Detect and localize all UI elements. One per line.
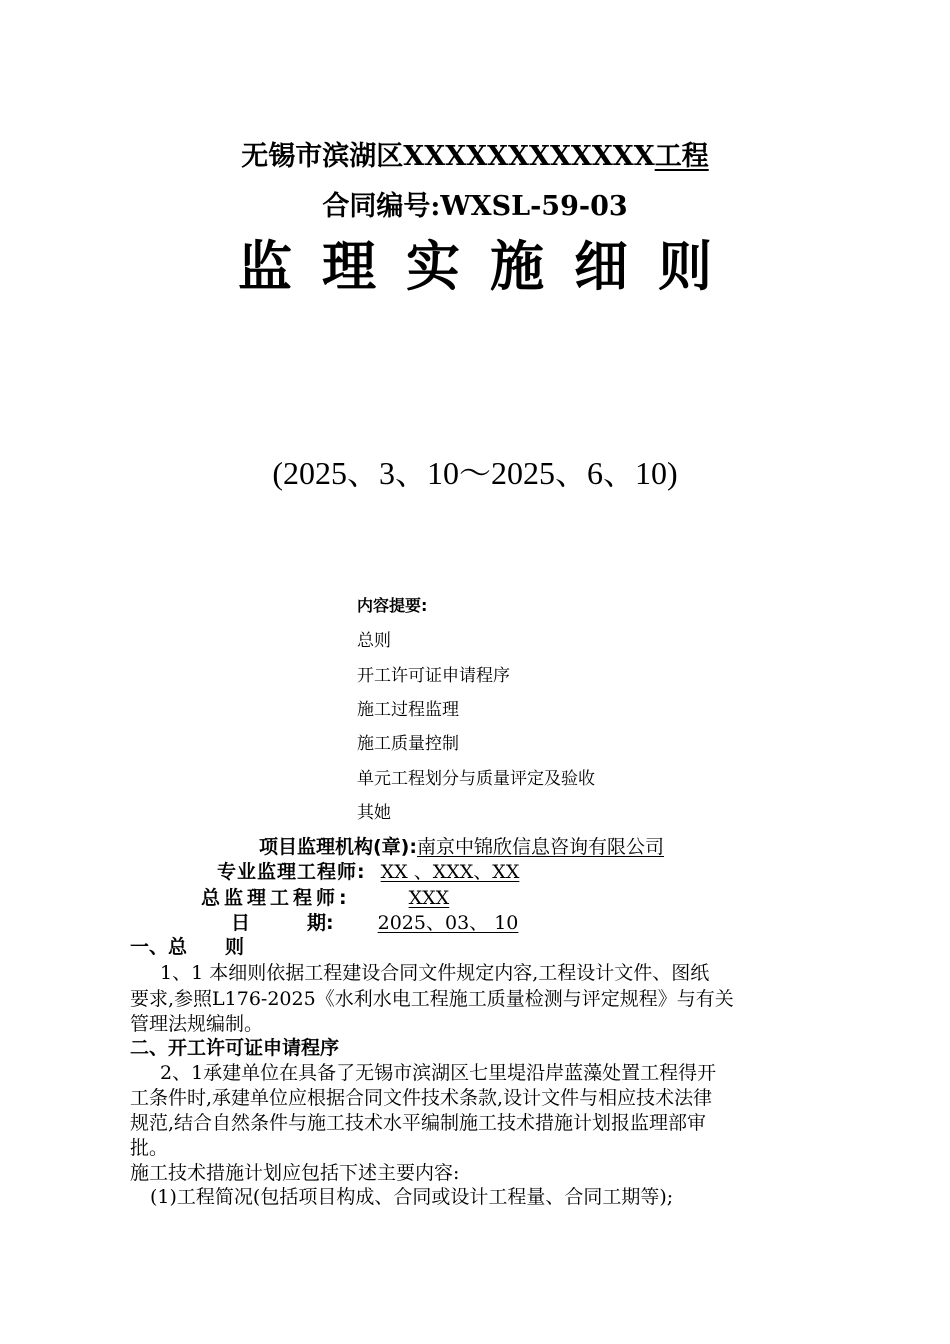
paragraph-line: 施工技术措施计划应包括下述主要内容: [130, 1162, 460, 1184]
chief-value: XXX [408, 887, 450, 909]
paragraph-line: 批。 [130, 1137, 169, 1159]
date-label: 日 期 [231, 912, 327, 934]
contents-item: 施工过程监理 [357, 700, 459, 720]
section-2-title: 二、开工许可证申请程序 [130, 1037, 340, 1059]
contents-item: 单元工程划分与质量评定及验收 [357, 769, 595, 789]
contents-item: 其她 [357, 803, 391, 823]
paragraph-line: 规范,结合自然条件与施工技术水平编制施工技术措施计划报监理部审 [130, 1112, 707, 1134]
paragraph-line: 1、1 本细则依据工程建设合同文件规定内容,工程设计文件、图纸 [160, 962, 710, 984]
date-value: 2025、03、 10 [377, 912, 519, 934]
paragraph-line: 要求,参照L176-2025《水利水电工程施工质量检测与评定规程》与有关 [130, 988, 734, 1010]
signature-engineer-row: 专业监理工程师: XX 、XXX、XX [217, 857, 551, 884]
title-suffix: 工程 [654, 141, 709, 172]
org-value: 南京中锦欣信息咨询有限公司 [416, 836, 664, 858]
paragraph-line: 工条件时,承建单位应根据合同文件技术条款,设计文件与相应技术法律 [130, 1087, 713, 1109]
section-1-title: 一、总 则 [130, 936, 245, 958]
contents-item: 施工质量控制 [357, 734, 459, 754]
document-title [0, 134, 950, 173]
paragraph-line: 2、1承建单位在具备了无锡市滨湖区七里堤沿岸蓝藻处置工程得开 [160, 1062, 717, 1084]
chief-label: 总监理工程师 [201, 887, 340, 909]
title-prefix: 无锡市滨湖区XXXXXXXXXXXX [241, 141, 655, 172]
signature-date-row: 日 期: 2025、03、 10 [231, 908, 564, 935]
signature-org-row: 项目监理机构(章):南京中锦欣信息咨询有限公司 [259, 836, 664, 858]
signature-chief-row: 总监理工程师: XXX [201, 883, 507, 910]
org-label: 项目监理机构(章) [259, 836, 410, 858]
paragraph-line: (1)工程简况(包括项目构成、合同或设计工程量、合同工期等); [150, 1186, 674, 1208]
contents-item: 总则 [357, 631, 391, 651]
doc-main-title: 监理实施细则 [238, 235, 742, 298]
engineer-label: 专业监理工程师 [217, 861, 358, 883]
contents-item: 开工许可证申请程序 [357, 666, 510, 686]
period: (2025、3、10～2025、6、10) [272, 455, 678, 491]
contents-heading: 内容提要: [357, 596, 428, 615]
contract-number: 合同编号:WXSL-59-03 [322, 191, 628, 222]
engineer-value: XX 、XXX、XX [380, 861, 520, 883]
paragraph-line: 管理法规编制。 [130, 1013, 264, 1035]
